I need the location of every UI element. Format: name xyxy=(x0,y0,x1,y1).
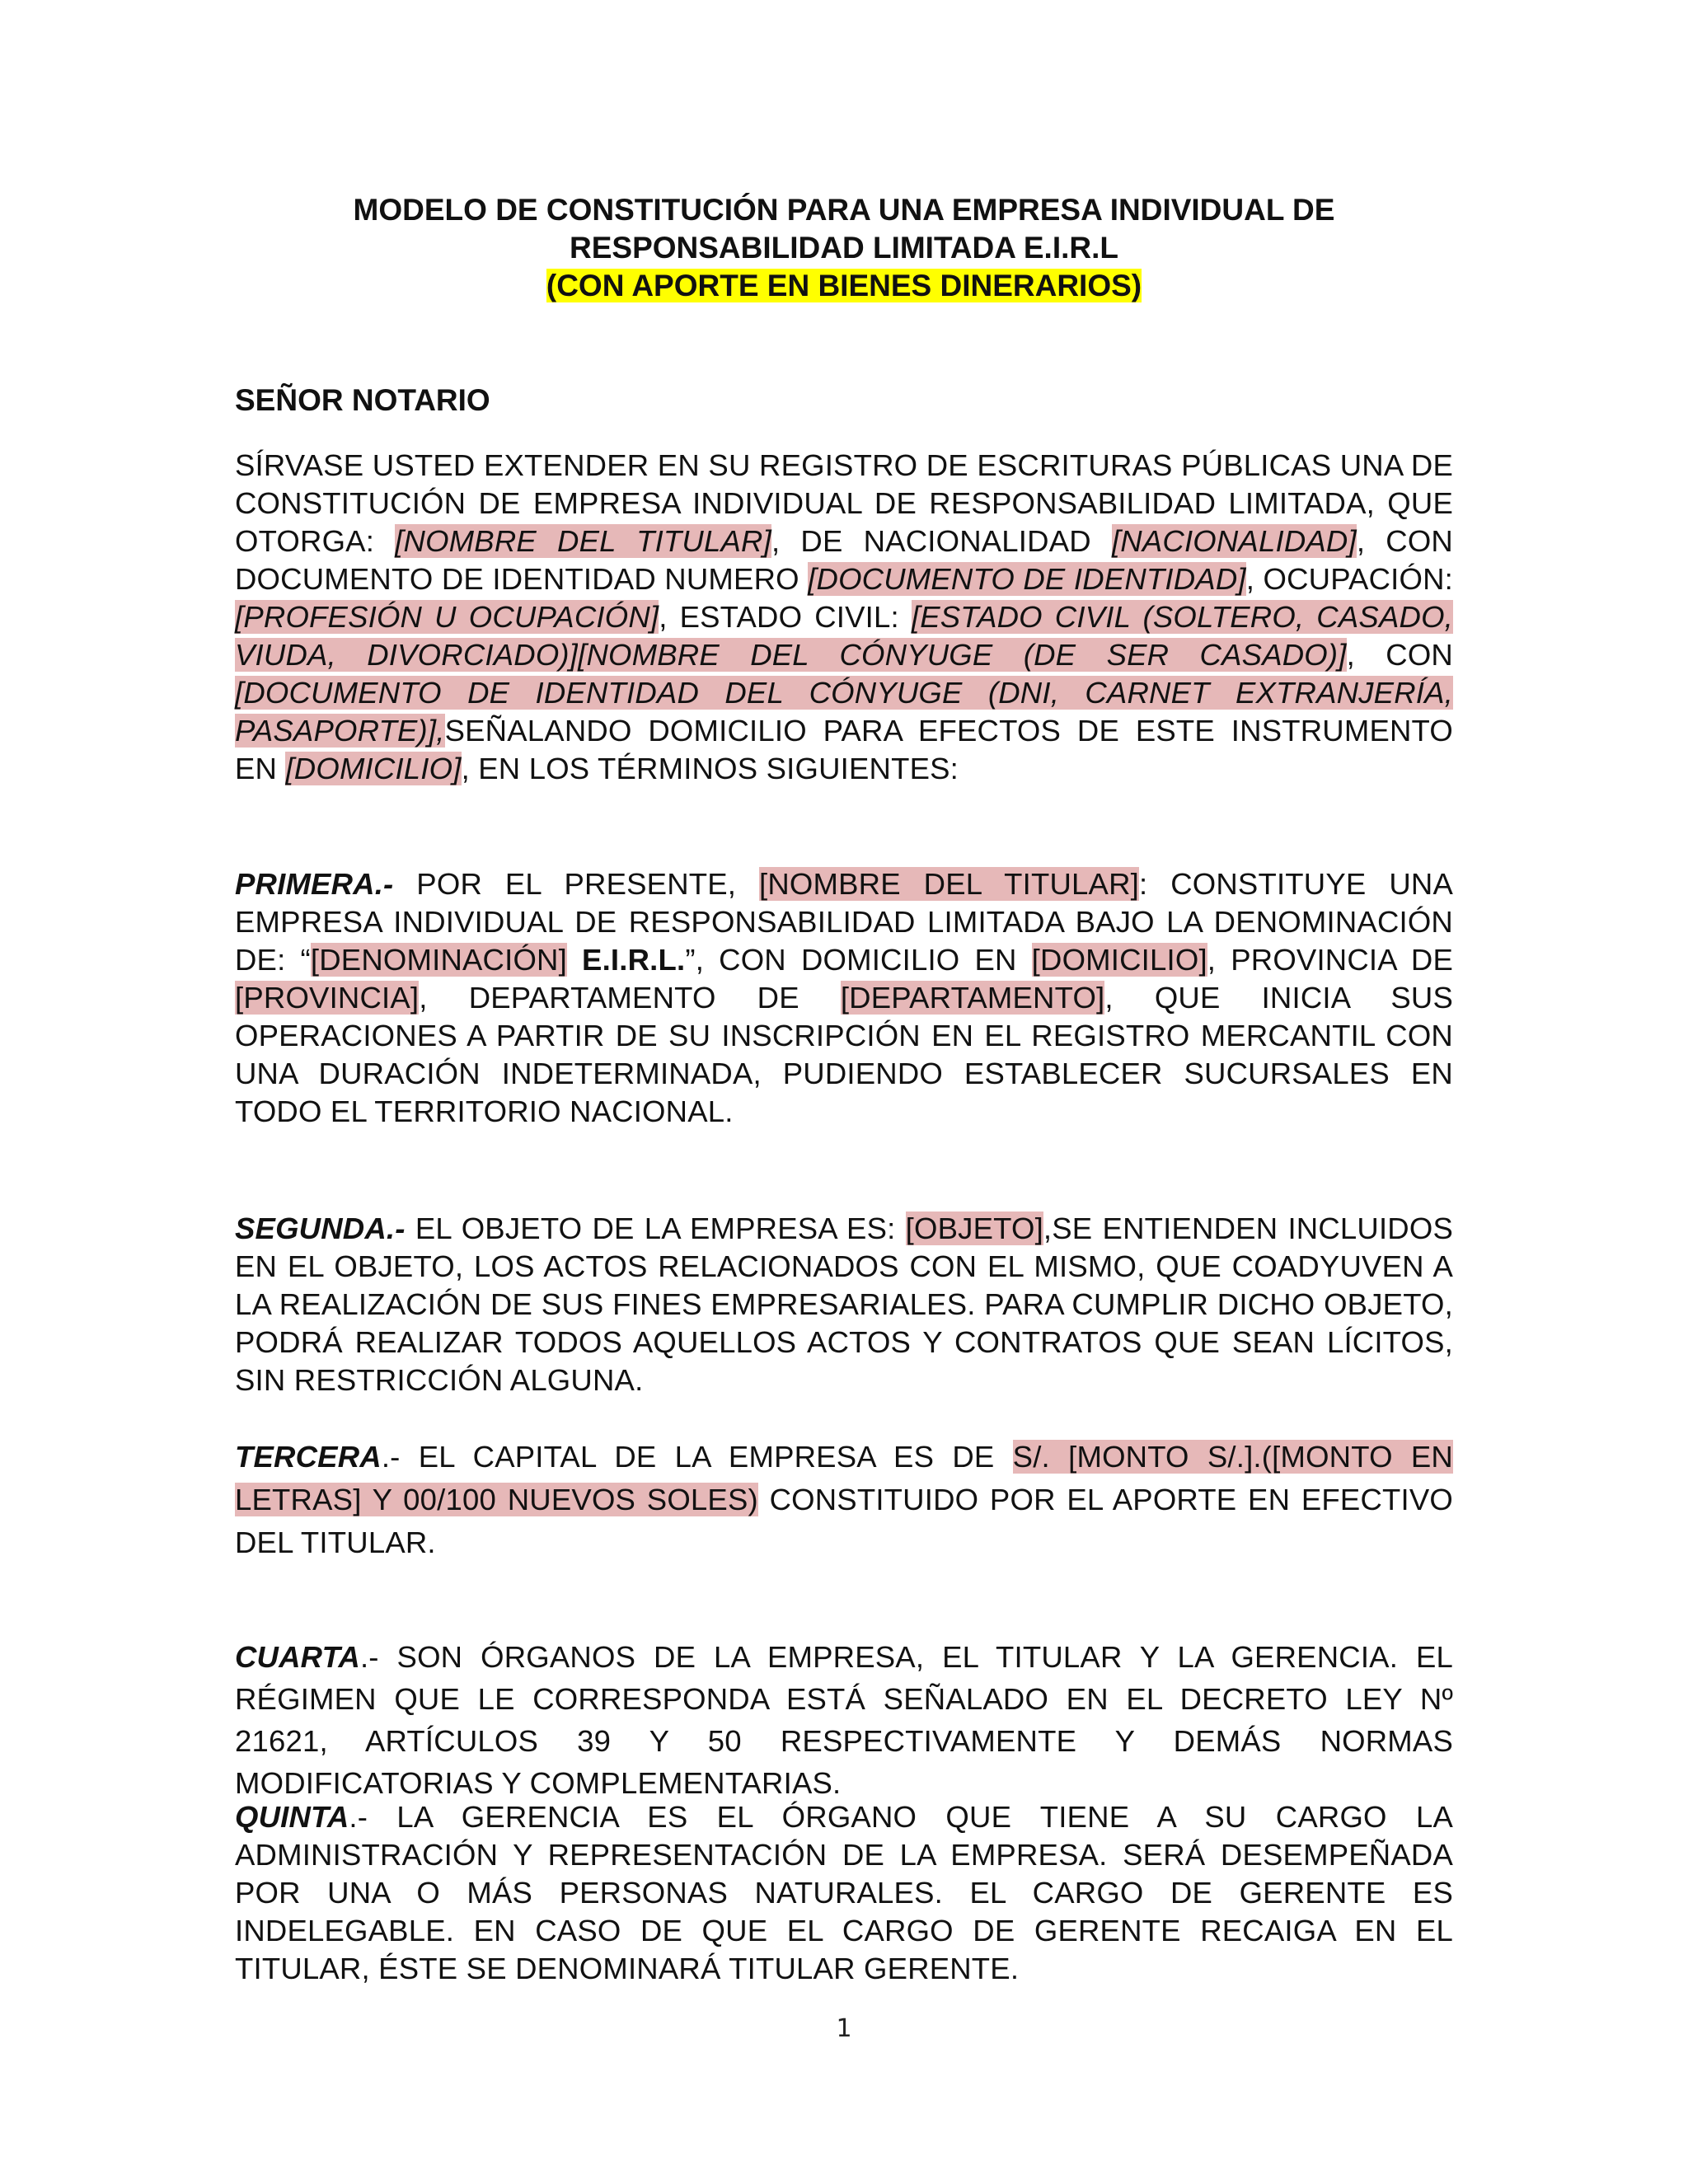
field-estado-civil: [ESTADO CIVIL (SOLTERO, CASADO, VIUDA, DIVORCIADO)] xyxy=(235,600,1453,672)
intro-text: , CON DOCUMENTO DE IDENTIDAD NUMERO xyxy=(235,524,1453,596)
intro-text: SÍRVASE USTED EXTENDER EN SU REGISTRO DE ESCRITURAS PÚBLICAS UNA DE CONSTITUCIÓN DE EMPRESA INDIVIDUAL DE RESPONSABILIDAD LIMITADA, QUE OTORGA: xyxy=(235,448,1453,558)
clause-label: CUARTA xyxy=(235,1640,360,1674)
field-monto-capital: S/. [MONTO S/.].([MONTO EN LETRAS] Y 00/100 NUEVOS SOLES) xyxy=(235,1440,1453,1516)
clause-text: , DEPARTAMENTO DE xyxy=(419,981,841,1015)
field-domicilio: [DOMICILIO] xyxy=(1031,943,1207,977)
clause-text: , QUE INICIA SUS OPERACIONES A PARTIR DE SU INSCRIPCIÓN EN EL REGISTRO MERCANTIL CON UNA DURACIÓN INDETERMINADA, PUDIENDO ESTABLECER SUCURSALES EN TODO EL TERRITORIO NACIONAL. xyxy=(235,981,1453,1128)
field-nombre-conyuge: [NOMBRE DEL CÓNYUGE (DE SER CASADO)] xyxy=(578,638,1347,672)
clause-text: .- EL CAPITAL DE LA EMPRESA ES DE xyxy=(381,1440,1013,1474)
clause-label: PRIMERA.- xyxy=(235,867,394,901)
salutation: SEÑOR NOTARIO xyxy=(235,383,490,417)
field-documento-identidad: [DOCUMENTO DE IDENTIDAD] xyxy=(808,562,1246,596)
clause-text: : CONSTITUYE UNA EMPRESA INDIVIDUAL DE RESPONSABILIDAD LIMITADA BAJO LA DENOMINACIÓN DE: “ xyxy=(235,867,1453,977)
clause-text: POR EL PRESENTE, xyxy=(393,867,760,901)
clause-label: SEGUNDA.- xyxy=(235,1212,406,1245)
title-subtitle-highlight: (CON APORTE EN BIENES DINERARIOS) xyxy=(546,269,1142,302)
intro-text: , EN LOS TÉRMINOS SIGUIENTES: xyxy=(461,752,959,785)
clause-text: , PROVINCIA DE xyxy=(1207,943,1453,977)
clause-tercera xyxy=(235,1436,1453,1564)
intro-text: , CON xyxy=(1346,638,1453,672)
clause-text: .- SON ÓRGANOS DE LA EMPRESA, EL TITULAR Y LA GERENCIA. EL RÉGIMEN QUE LE CORRESPONDA ESTÁ SEÑALADO EN EL DECRETO LEY Nº 21621, ARTÍCULOS 39 Y 50 RESPECTIVAMENTE Y DEMÁS NORMAS MODIFICATORIAS Y COMPLEMENTARIAS. xyxy=(235,1640,1453,1800)
intro-paragraph xyxy=(235,447,1453,788)
page-number: 1 xyxy=(836,2014,852,2043)
intro-text: SEÑALANDO DOMICILIO PARA EFECTOS DE ESTE INSTRUMENTO EN xyxy=(235,714,1453,785)
field-domicilio: [DOMICILIO] xyxy=(285,752,462,785)
field-provincia: [PROVINCIA] xyxy=(235,981,420,1015)
clause-label: TERCERA xyxy=(235,1440,382,1474)
field-denominacion: [DENOMINACIÓN] xyxy=(310,943,567,977)
title-line-1: MODELO DE CONSTITUCIÓN PARA UNA EMPRESA INDIVIDUAL DE xyxy=(353,193,1335,227)
clause-text: .- LA GERENCIA ES EL ÓRGANO QUE TIENE A SU CARGO LA ADMINISTRACIÓN Y REPRESENTACIÓN DE LA EMPRESA. SERÁ DESEMPEÑADA POR UNA O MÁS PERSONAS NATURALES. EL CARGO DE GERENTE ES INDELEGABLE. EN CASO DE QUE EL CARGO DE GERENTE RECAIGA EN EL TITULAR, ÉSTE SE DENOMINARÁ TITULAR GERENTE. xyxy=(235,1800,1453,1985)
clause-segunda xyxy=(235,1210,1453,1399)
clause-text: ”, CON DOMICILIO EN xyxy=(685,943,1032,977)
intro-text: , ESTADO CIVIL: xyxy=(659,600,912,634)
field-documento-conyuge: [DOCUMENTO DE IDENTIDAD DEL CÓNYUGE (DNI, CARNET EXTRANJERÍA, PASAPORTE)], xyxy=(235,676,1453,748)
field-objeto: [OBJETO] xyxy=(905,1212,1043,1245)
clause-label: QUINTA xyxy=(235,1800,349,1834)
field-nacionalidad: [NACIONALIDAD] xyxy=(1111,524,1357,558)
clause-cuarta xyxy=(235,1636,1453,1804)
intro-text: , DE NACIONALIDAD xyxy=(771,524,1112,558)
title-line-2: RESPONSABILIDAD LIMITADA E.I.R.L xyxy=(570,231,1118,265)
clause-primera xyxy=(235,865,1453,1131)
field-nombre-titular: [NOMBRE DEL TITULAR] xyxy=(759,867,1139,901)
clause-text: EL OBJETO DE LA EMPRESA ES: xyxy=(405,1212,906,1245)
field-nombre-titular: [NOMBRE DEL TITULAR] xyxy=(395,524,771,558)
field-departamento: [DEPARTAMENTO] xyxy=(840,981,1105,1015)
clause-quinta xyxy=(235,1798,1453,1988)
clause-text: ,SE ENTIENDEN INCLUIDOS EN EL OBJETO, LOS ACTOS RELACIONADOS CON EL MISMO, QUE COADYUVEN A LA REALIZACIÓN DE SUS FINES EMPRESARIALES. PARA CUMPLIR DICHO OBJETO, PODRÁ REALIZAR TODOS AQUELLOS ACTOS Y CONTRATOS QUE SEAN LÍCITOS, SIN RESTRICCIÓN ALGUNA. xyxy=(235,1212,1453,1397)
eirl-suffix: E.I.R.L. xyxy=(566,943,686,977)
clause-text: CONSTITUIDO POR EL APORTE EN EFECTIVO DEL TITULAR. xyxy=(235,1483,1453,1559)
intro-text: , OCUPACIÓN: xyxy=(1245,562,1453,596)
field-ocupacion: [PROFESIÓN U OCUPACIÓN] xyxy=(235,600,659,634)
document-title xyxy=(235,191,1453,305)
